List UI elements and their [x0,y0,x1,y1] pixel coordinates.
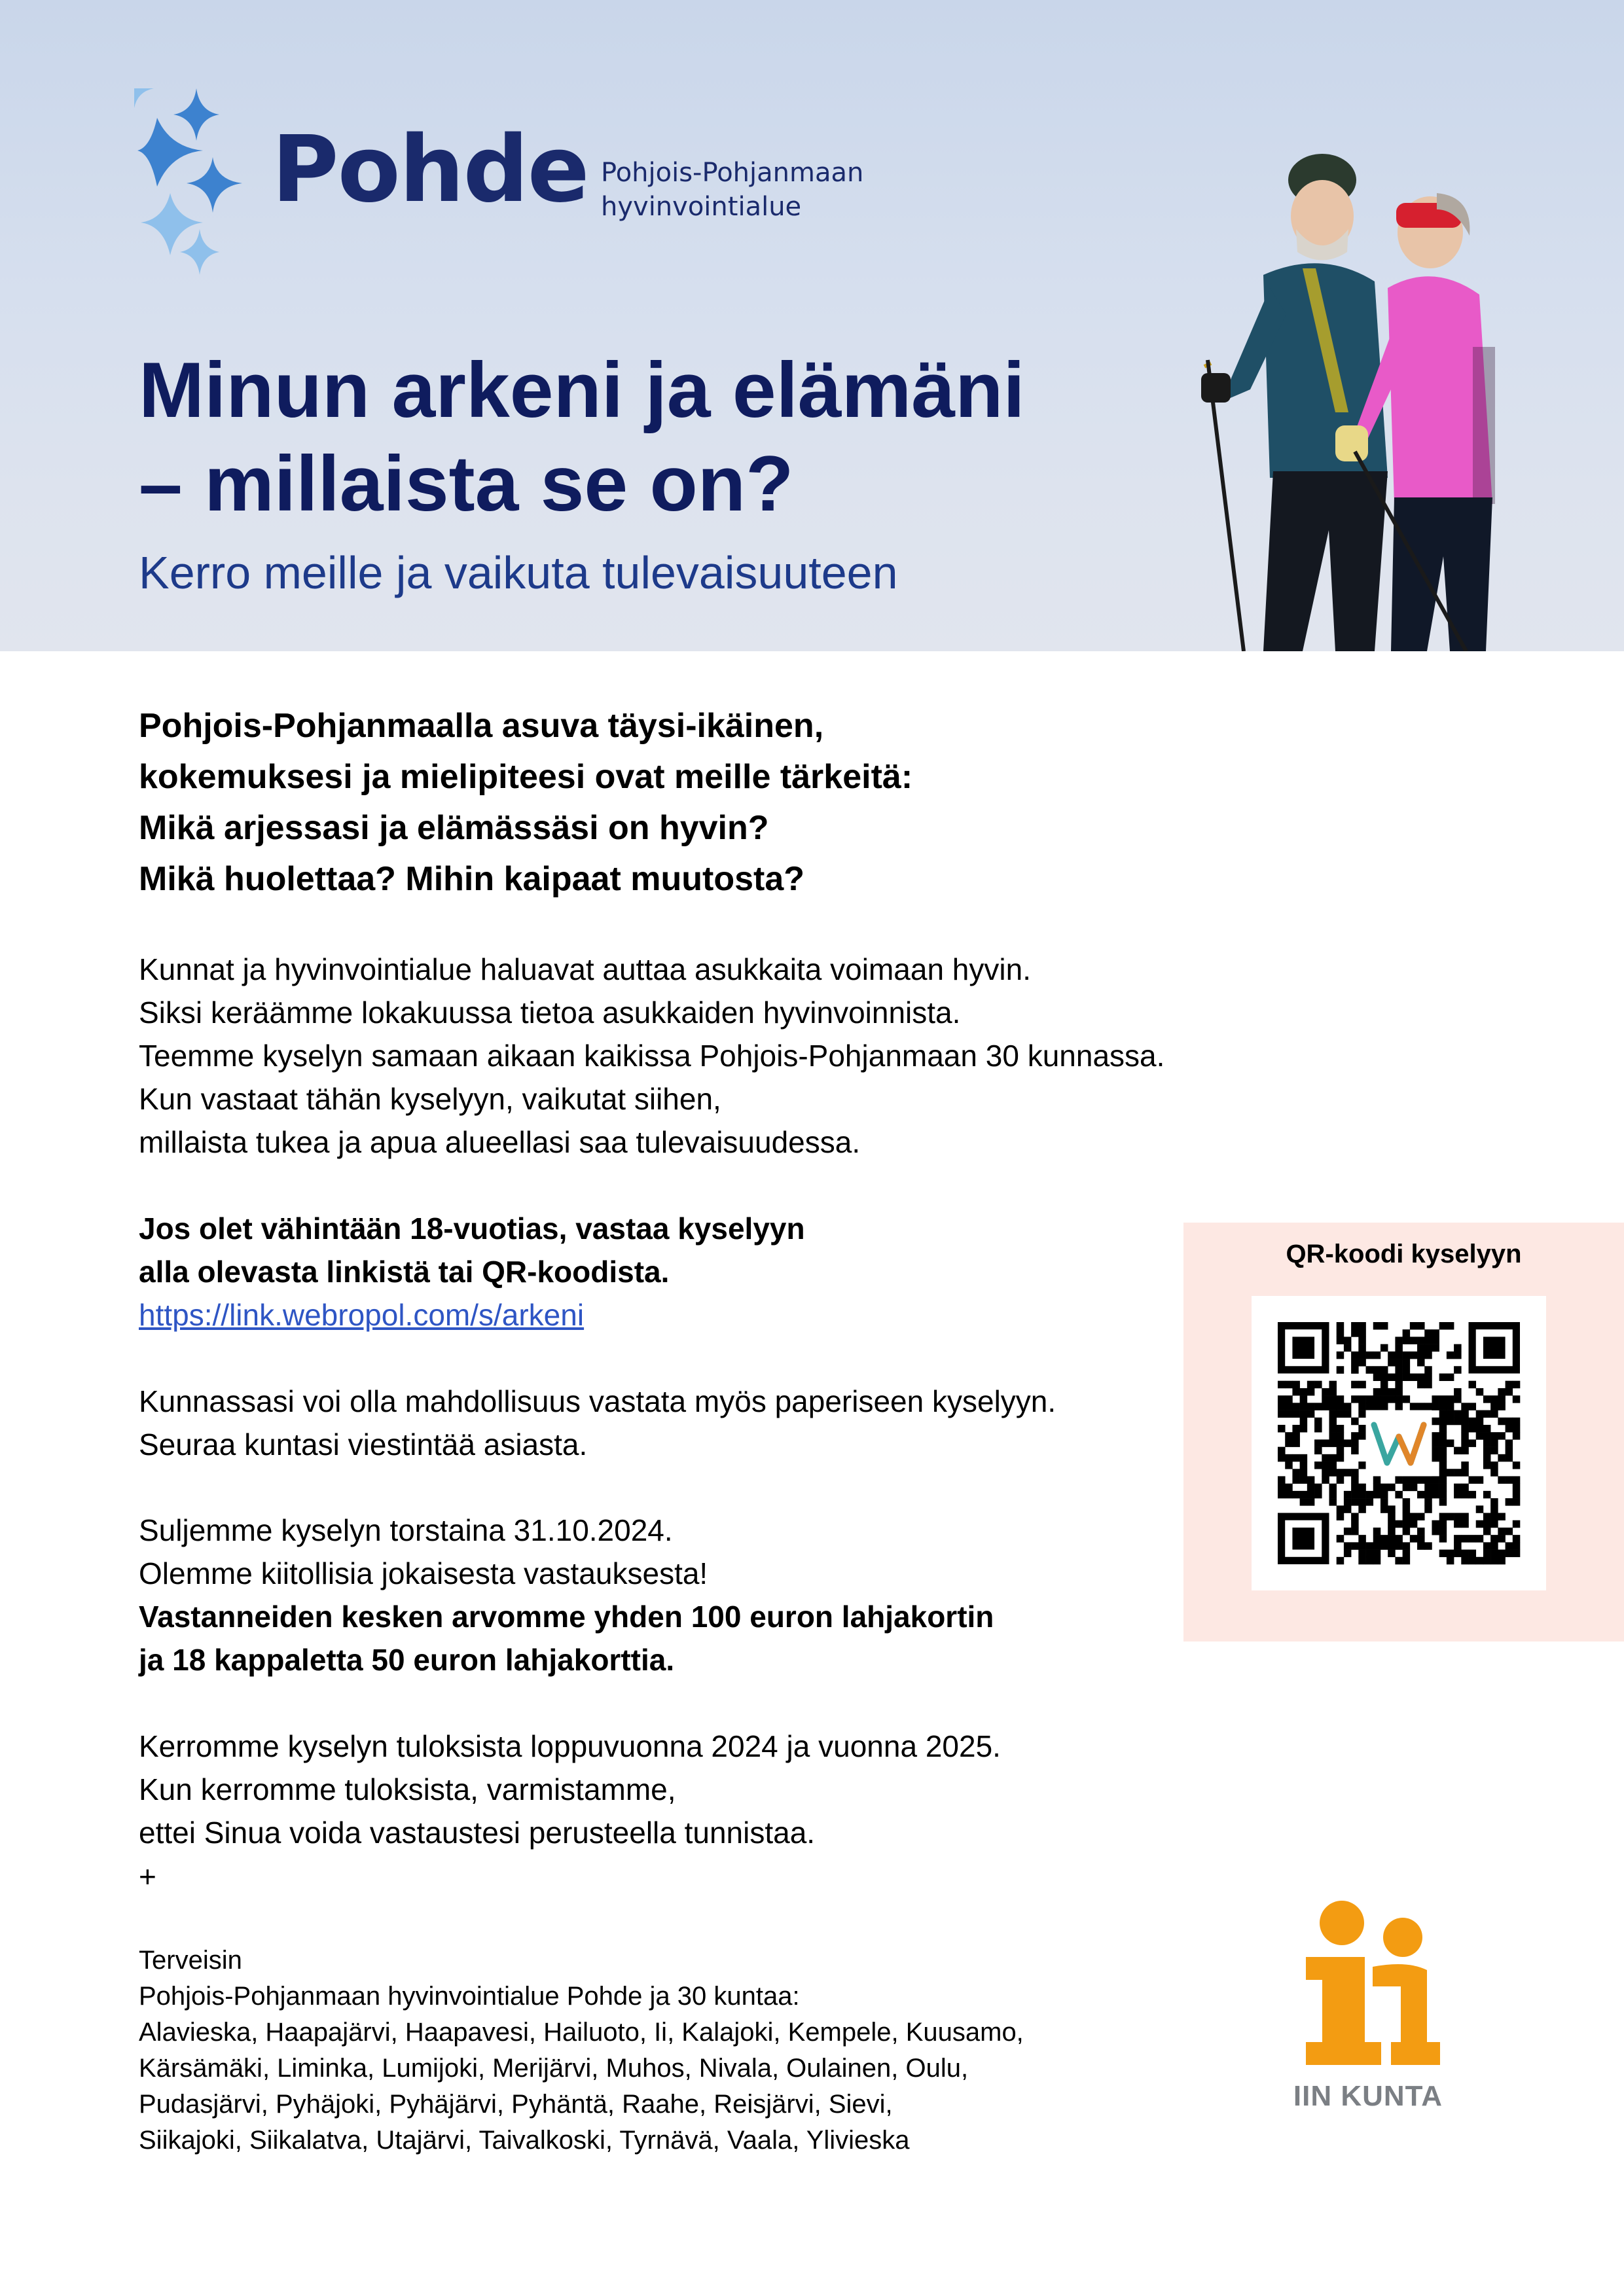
closing-line: Pohjois-Pohjanmaan hyvinvointialue Pohde ja 30 kuntaa: [139,1982,800,2011]
paragraph-line: millaista tukea ja apua alueellasi saa tulevaisuudessa. [139,1125,861,1159]
paragraph-line: ja 18 kappaletta 50 euron lahjakorttia. [139,1643,675,1677]
paragraph-purpose [139,948,1164,1164]
paragraph-line: Teemme kyselyn samaan aikaan kaikissa Pohjois-Pohjanmaan 30 kunnassa. [139,1039,1165,1073]
closing-line: Kärsämäki, Liminka, Lumijoki, Merijärvi, Muhos, Nivala, Oulainen, Oulu, [139,2054,969,2083]
brand-subtitle-line1: Pohjois-Pohjanmaan [601,158,864,188]
page-title [139,344,1108,531]
paragraph-line: ettei Sinua voida vastaustesi perusteella tunnistaa. [139,1816,816,1850]
closing-line: Terveisin [139,1946,242,1975]
plus-sign: + [139,1859,156,1893]
page-subtitle: Kerro meille ja vaikuta tulevaisuuteen [139,547,898,598]
paragraph-line: Kun vastaat tähän kyselyyn, vaikutat siihen, [139,1082,721,1116]
brand-subtitle [601,156,863,224]
page-title-line1: Minun arkeni ja elämäni [139,346,1025,434]
paragraph-line: Suljemme kyselyn torstaina 31.10.2024. [139,1513,673,1547]
brand-subtitle-line2: hyvinvointialue [601,192,802,222]
intro-line: kokemuksesi ja mielipiteesi ovat meille tärkeitä: [139,758,913,796]
iin-kunta-label: IIN KUNTA [1293,2080,1443,2112]
qr-code[interactable] [1252,1296,1546,1590]
paragraph-deadline [139,1509,994,1681]
intro-line: Mikä huolettaa? Mihin kaipaat muutosta? [139,860,804,898]
intro-line: Pohjois-Pohjanmaalla asuva täysi-ikäinen, [139,707,824,745]
paragraph-line: Vastanneiden kesken arvomme yhden 100 euron lahjakortin [139,1600,994,1634]
closing-line: Siikajoki, Siikalatva, Utajärvi, Taivalkoski, Tyrnävä, Vaala, Ylivieska [139,2126,910,2155]
paragraph-results [139,1725,1001,1854]
iin-kunta-logo-icon [1293,1898,1443,2075]
hikers-photo [1139,137,1545,651]
paragraph-paper-survey [139,1380,1056,1466]
survey-line: alla olevasta linkistä tai QR-koodista. [139,1255,670,1289]
paragraph-line: Kunnat ja hyvinvointialue haluavat auttaa asukkaita voimaan hyvin. [139,952,1031,986]
paragraph-line: Kun kerromme tuloksista, varmistamme, [139,1772,676,1806]
paragraph-line: Siksi keräämme lokakuussa tietoa asukkaiden hyvinvoinnista. [139,996,961,1030]
closing-line: Pudasjärvi, Pyhäjoki, Pyhäjärvi, Pyhäntä, Raahe, Reisjärvi, Sievi, [139,2090,893,2119]
paragraph-line: Seuraa kuntasi viestintää asiasta. [139,1427,588,1462]
paragraph-line: Olemme kiitollisia jokaisesta vastauksesta! [139,1556,708,1590]
paragraph-line: Kunnassasi voi olla mahdollisuus vastata myös paperiseen kyselyyn. [139,1384,1056,1418]
intro-line: Mikä arjessasi ja elämässäsi on hyvin? [139,809,769,847]
pohde-logo-icon [134,88,245,285]
qr-panel [1183,1223,1624,1641]
paragraph-line: Kerromme kyselyn tuloksista loppuvuonna 2024 ja vuonna 2025. [139,1729,1001,1763]
survey-instructions [139,1207,805,1336]
hero-banner [0,0,1624,651]
brand-name: Pohde [272,117,588,223]
survey-link[interactable]: https://link.webropol.com/s/arkeni [139,1298,585,1332]
page-title-line2: – millaista se on? [139,440,794,528]
closing-line: Alavieska, Haapajärvi, Haapavesi, Hailuoto, Ii, Kalajoki, Kempele, Kuusamo, [139,2018,1024,2047]
qr-title: QR-koodi kyselyyn [1286,1240,1522,1268]
survey-line: Jos olet vähintään 18-vuotias, vastaa kyselyyn [139,1211,805,1246]
qr-code-icon [1252,1296,1546,1590]
closing-text [139,1943,1024,2159]
intro-text [139,700,912,905]
